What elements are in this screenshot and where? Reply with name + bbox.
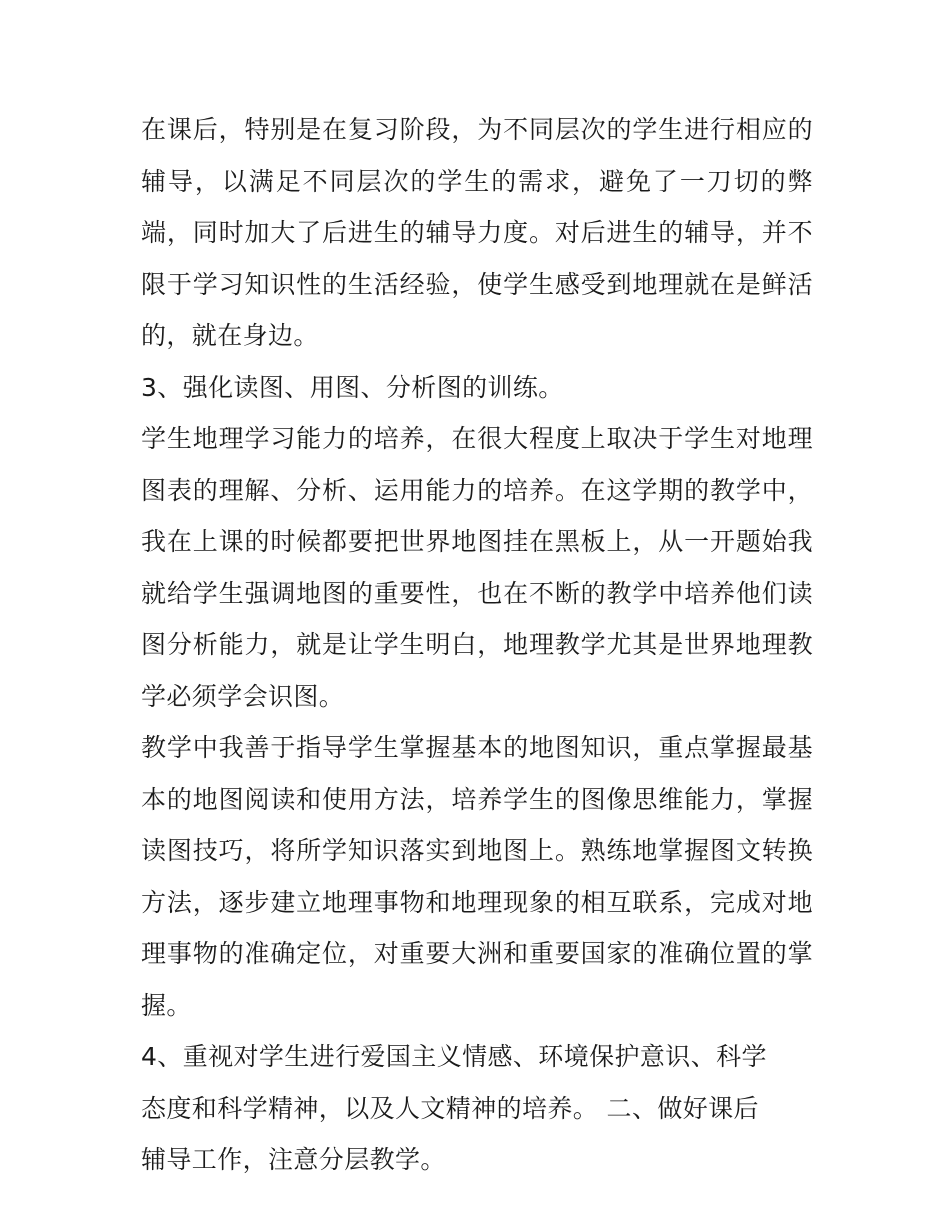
paragraph-patriotism-and-tutoring: 4、重视对学生进行爱国主义情感、环境保护意识、科学态度和科学精神，以及人文精神的培养。 二、做好课后辅导工作，注意分层教学。 (141, 1042, 767, 1174)
paragraph-after-class-tutoring: 在课后，特别是在复习阶段，为不同层次的学生进行相应的辅导，以满足不同层次的学生的需求，避免了一刀切的弊端，同时加大了后进生的辅导力度。对后进生的辅导，并不限于学习知识性的生活经验，使学生感受到地理就在是鲜活的，就在身边。 (141, 115, 813, 350)
document-body (141, 104, 813, 1186)
heading-map-reading-training: 3、强化读图、用图、分析图的训练。 (141, 372, 564, 402)
paragraph-map-ability: 学生地理学习能力的培养，在很大程度上取决于学生对地理图表的理解、分析、运用能力的培养。在这学期的教学中，我在上课的时候都要把世界地图挂在黑板上，从一开题始我就给学生强调地图的重要性，也在不断的教学中培养他们读图分析能力，就是让学生明白，地理教学尤其是世界地理教学必须学会识图。 (141, 424, 813, 711)
paragraph-map-knowledge: 教学中我善于指导学生掌握基本的地图知识，重点掌握最基本的地图阅读和使用方法，培养学生的图像思维能力，掌握读图技巧，将所学知识落实到地图上。熟练地掌握图文转换方法，逐步建立地理事物和地理现象的相互联系，完成对地理事物的准确定位，对重要大洲和重要国家的准确位置的掌握。 (141, 733, 813, 1020)
